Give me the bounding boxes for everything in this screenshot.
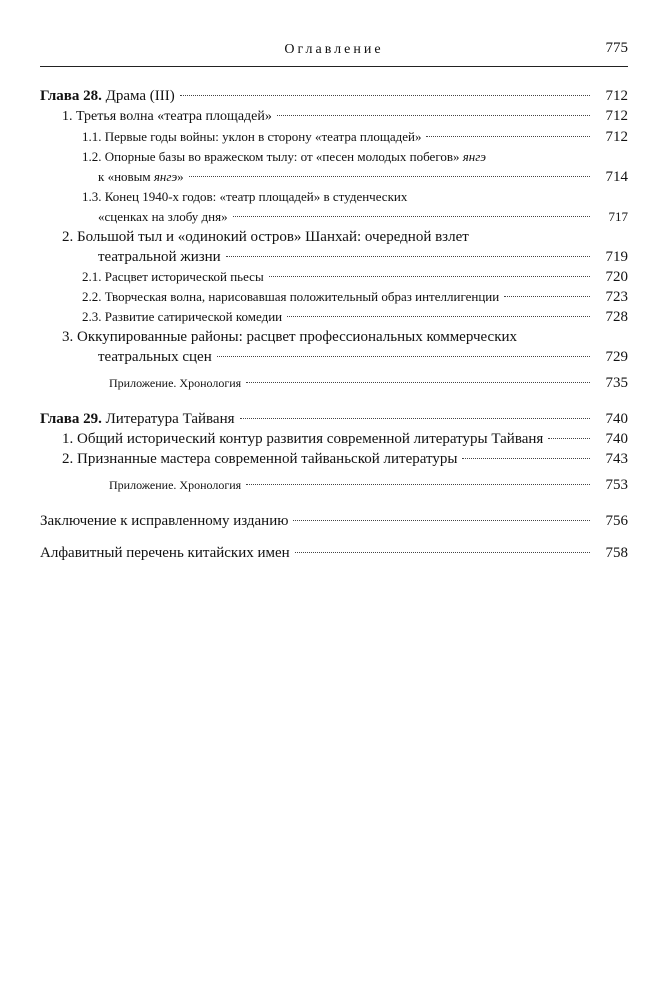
running-head-title: Оглавление [284,42,384,57]
toc-text: 2. Признанные мастера современной тайваньской литературы [62,451,458,467]
toc-chapter-29[interactable] [40,409,628,429]
dot-leader [426,136,590,137]
toc-chapter-28[interactable] [40,86,628,106]
toc-subsection-28-1-1[interactable] [40,127,628,147]
toc-page: 735 [605,375,628,391]
toc-page: 723 [605,289,628,305]
toc-text: Заключение к исправленному изданию [40,513,289,529]
toc-subsection-28-1-3-line2[interactable] [40,207,628,227]
toc-section-28-2-line2[interactable] [40,247,628,267]
toc-text: 1. Общий исторический контур развития современной литературы Тайваня [62,431,544,447]
toc-text: Приложение. Хронология [109,376,242,390]
chapter-title: Драма (III) [105,88,175,104]
dot-leader [240,418,590,419]
toc-section-29-2[interactable] [40,449,628,469]
toc-page: 712 [605,88,628,104]
toc-page: 728 [605,309,628,325]
toc-subsection-28-1-3-line1[interactable] [40,187,628,207]
dot-leader [189,176,590,177]
dot-leader [504,296,590,297]
dot-leader [287,316,590,317]
toc-index[interactable] [40,543,628,563]
toc-text: 2.2. Творческая волна, нарисовавшая положительный образ интеллигенции [82,289,500,304]
toc-text: «сценках на злобу дня» [98,209,228,224]
toc-subsection-28-2-1[interactable] [40,267,628,287]
toc-conclusion[interactable] [40,511,628,531]
toc-text: 2.1. Расцвет исторической пьесы [82,269,264,284]
toc-text: 3. Оккупированные районы: расцвет профессиональных коммерческих [62,329,518,345]
header-rule [40,66,628,67]
dot-leader [548,438,590,439]
chapter-label: Глава 29. [40,411,102,427]
dot-leader [226,256,590,257]
toc-text: 1. Третья волна «театра площадей» [62,109,272,124]
dot-leader [246,484,590,485]
toc-subsection-28-2-2[interactable] [40,287,628,307]
toc-text: 2.3. Развитие сатирической комедии [82,309,283,324]
toc-text: театральных сцен [98,349,212,365]
page-number: 775 [605,40,628,56]
table-of-contents [40,86,628,563]
toc-page: 758 [605,545,628,561]
toc-page: 719 [605,249,628,265]
toc-section-28-2-line1[interactable] [40,227,628,247]
toc-page: 720 [605,269,628,285]
dot-leader [246,382,590,383]
toc-text: Приложение. Хронология [109,478,242,492]
toc-page: 753 [605,477,628,493]
toc-appendix-29[interactable] [40,475,628,495]
chapter-title: Литература Тайваня [105,411,235,427]
toc-section-28-3-line2[interactable] [40,347,628,367]
dot-leader [293,520,590,521]
dot-leader [233,216,590,217]
toc-page: 712 [605,108,628,124]
toc-page: 714 [605,169,628,185]
toc-page: 717 [608,209,628,224]
dot-leader [295,552,590,553]
toc-text: Алфавитный перечень китайских имен [40,545,290,561]
toc-page: 743 [605,451,628,467]
toc-text: 1.3. Конец 1940-х годов: «театр площадей» в студенческих [82,189,408,204]
toc-text: » [177,169,184,184]
toc-page: 729 [605,349,628,365]
toc-subsection-28-1-2-line1[interactable] [40,147,628,167]
toc-section-29-1[interactable] [40,429,628,449]
toc-page: 756 [605,513,628,529]
toc-text: к «новым [98,169,154,184]
toc-text-italic: янгэ [462,149,487,164]
toc-section-28-1[interactable] [40,106,628,127]
toc-subsection-28-2-3[interactable] [40,307,628,327]
chapter-label: Глава 28. [40,88,102,104]
toc-text: 2. Большой тыл и «одинокий остров» Шанхай: очередной взлет [62,229,469,245]
dot-leader [462,458,590,459]
toc-appendix-28[interactable] [40,373,628,393]
toc-text: 1.1. Первые годы войны: уклон в сторону «театра площадей» [82,129,422,144]
toc-text: театральной жизни [98,249,221,265]
dot-leader [277,115,590,116]
dot-leader [217,356,590,357]
toc-page: 712 [605,129,628,145]
toc-text-italic: янгэ [153,169,178,184]
running-head [40,40,628,62]
toc-text: 1.2. Опорные базы во вражеском тылу: от «песен молодых побегов» [82,149,463,164]
toc-page: 740 [605,411,628,427]
dot-leader [269,276,590,277]
toc-subsection-28-1-2-line2[interactable] [40,167,628,187]
toc-page: 740 [605,431,628,447]
dot-leader [180,95,590,96]
toc-section-28-3-line1[interactable] [40,327,628,347]
